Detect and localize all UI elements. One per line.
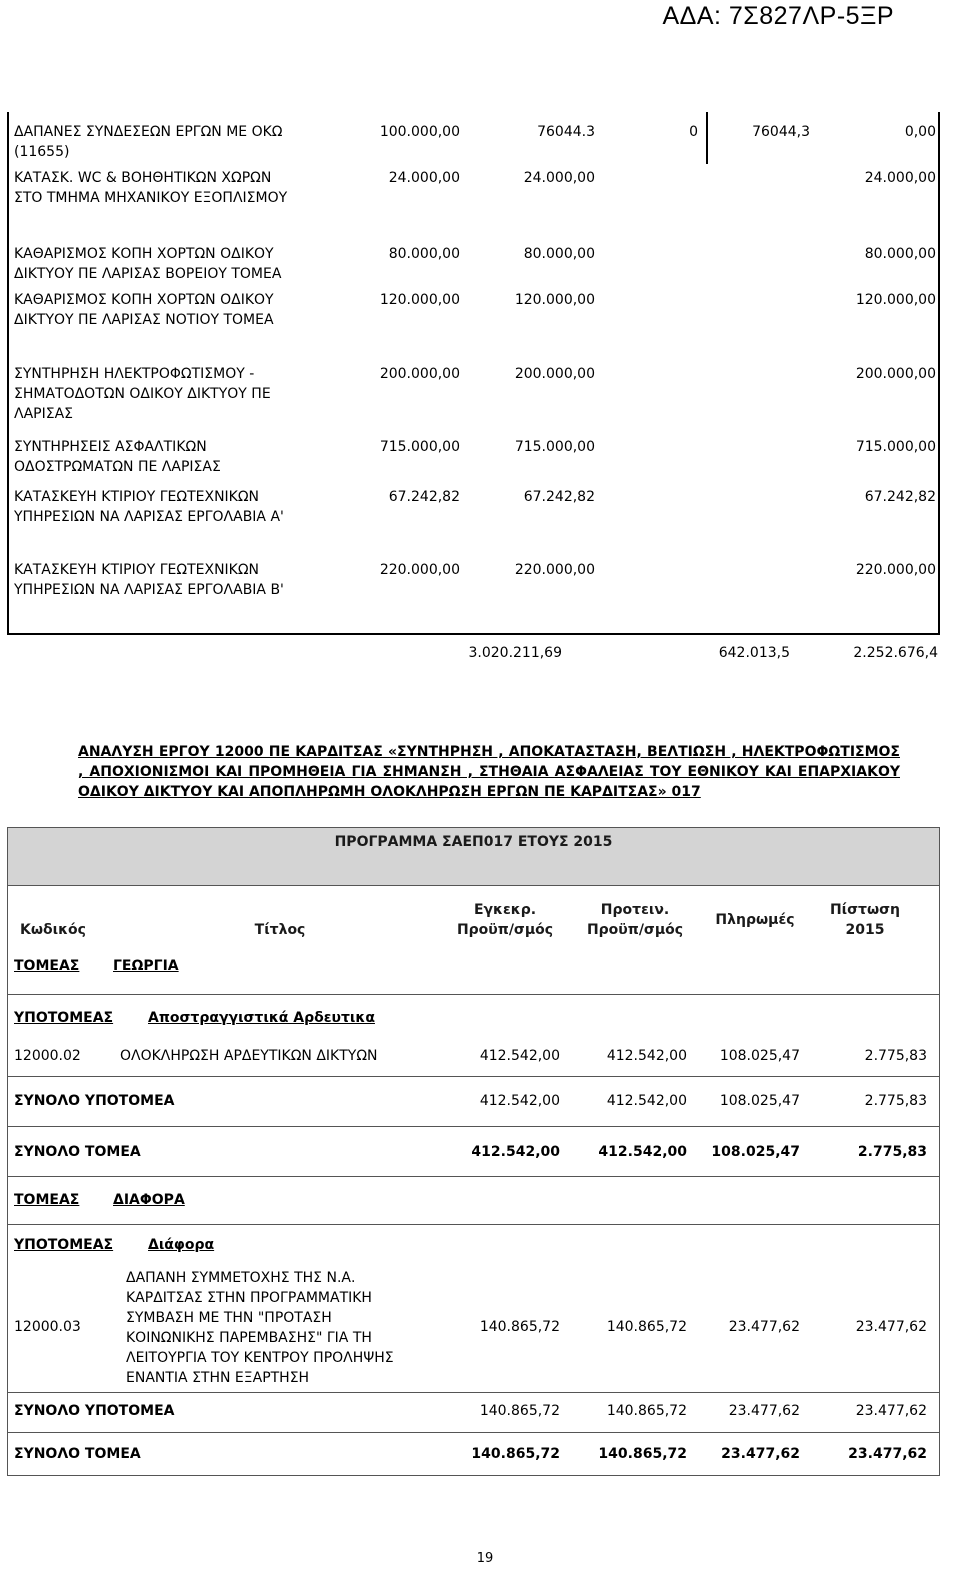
row-divider <box>7 1126 940 1127</box>
program-border-bottom <box>7 1475 940 1476</box>
row-value: 80.000,00 <box>864 246 936 262</box>
row-value: 80.000,00 <box>388 246 460 262</box>
item-payments: 108.025,47 <box>719 1048 800 1064</box>
header-credit-line1: Πίστωση <box>829 902 901 918</box>
row-title: ΚΑΘΑΡΙΣΜΟΣ ΚΟΠΗ ΧΟΡΤΩΝ ΟΔΙΚΟΥ ΔΙΚΤΥΟΥ ΠΕ ΛΑΡΙΣΑΣ ΝΟΤΙΟΥ ΤΟΜΕΑ <box>14 292 274 328</box>
row-divider <box>7 1176 940 1177</box>
subtotal-credit: 2.775,83 <box>864 1093 927 1109</box>
program-title: ΠΡΟΓΡΑΜΜΑ ΣΑΕΠ017 ΕΤΟΥΣ 2015 <box>334 834 613 850</box>
subtotal-proposed: 140.865,72 <box>606 1403 687 1419</box>
item-proposed: 412.542,00 <box>606 1048 687 1064</box>
total-proposed: 412.542,00 <box>598 1144 687 1160</box>
row-title: ΚΑΤΑΣΚΕΥΗ ΚΤΙΡΙΟΥ ΓΕΩΤΕΧΝΙΚΩΝ ΥΠΗΡΕΣΙΩΝ ΝΑ ΛΑΡΙΣΑΣ ΕΡΓΟΛΑΒΙΑ Β' <box>14 562 284 598</box>
sector-label: ΤΟΜΕΑΣ <box>14 958 80 974</box>
item-code: 12000.03 <box>14 1319 81 1335</box>
item-title-line: ΚΑΡΔΙΤΣΑΣ ΣΤΗΝ ΠΡΟΓΡΑΜΜΑΤΙΚΗ <box>126 1290 372 1306</box>
row-value: 715.000,00 <box>855 439 936 455</box>
subsector-label: ΥΠΟΤΟΜΕΑΣ <box>14 1010 114 1026</box>
subtotal-approved: 140.865,72 <box>479 1403 560 1419</box>
header-title: Τίτλος <box>254 922 306 938</box>
row-value: 220.000,00 <box>855 562 936 578</box>
header-proposed-line2: Προϋπ/σμός <box>586 922 684 938</box>
table-border-bottom <box>7 633 940 635</box>
row-value: 24.000,00 <box>864 170 936 186</box>
row-divider <box>7 1432 940 1433</box>
row-value: 67.242,82 <box>523 489 595 505</box>
sector-name: ΓΕΩΡΓΙΑ <box>113 958 179 974</box>
total-credit: 2.775,83 <box>857 1144 927 1160</box>
sector-name: ΔΙΑΦΟΡΑ <box>113 1192 185 1208</box>
item-approved: 412.542,00 <box>479 1048 560 1064</box>
header-proposed-line1: Προτειν. <box>600 902 670 918</box>
subtotal-label: ΣΥΝΟΛΟ ΥΠΟΤΟΜΕΑ <box>14 1093 175 1109</box>
total-payments: 108.025,47 <box>711 1144 800 1160</box>
row-value: 76044.3 <box>537 124 595 140</box>
item-credit: 2.775,83 <box>864 1048 927 1064</box>
row-divider <box>7 1076 940 1077</box>
total-payments: 23.477,62 <box>721 1446 800 1462</box>
row-value: 120.000,00 <box>379 292 460 308</box>
subsector-name: Αποστραγγιστικά Αρδευτικα <box>148 1010 375 1026</box>
subtotal-payments: 108.025,47 <box>719 1093 800 1109</box>
row-divider <box>7 1392 940 1393</box>
analysis-title: ΑΝΑΛΥΣΗ ΕΡΓΟΥ 12000 ΠΕ ΚΑΡΔΙΤΣΑΣ «ΣΥΝΤΗΡΗΣΗ , ΑΠΟΚΑΤΑΣΤΑΣΗ, ΒΕΛΤΙΩΣΗ , ΗΛΕΚΤΡΟΦΩΤΙΣΜΟΣ , ΑΠΟΧΙΟΝΙΣΜΟΙ ΚΑΙ ΠΡΟΜΗΘΕΙΑ ΓΙΑ ΣΗΜΑΝΣΗ , ΣΤΗΘΑΙΑ ΑΣΦΑΛΕΙΑΣ ΤΟΥ ΕΘΝΙΚΟΥ ΚΑΙ ΕΠΑΡΧΙΑΚΟΥ ΟΔΙΚΟΥ ΔΙΚΤΥΟΥ ΚΑΙ ΑΠΟΠΛΗΡΩΜΗ ΟΛΟΚΛΗΡΩΣΗ ΕΡΓΩΝ ΠΕ ΚΑΡΔΙΤΣΑΣ» 017 <box>78 744 900 800</box>
header-payments: Πληρωμές <box>715 912 795 928</box>
subsector-name: Διάφορα <box>148 1237 215 1253</box>
row-value: 200.000,00 <box>514 366 595 382</box>
item-title-line: ΔΑΠΑΝΗ ΣΥΜΜΕΤΟΧΗΣ ΤΗΣ Ν.Α. <box>126 1270 356 1286</box>
item-title <box>126 1268 426 1388</box>
row-title: ΚΑΤΑΣΚΕΥΗ ΚΤΙΡΙΟΥ ΓΕΩΤΕΧΝΙΚΩΝ ΥΠΗΡΕΣΙΩΝ ΝΑ ΛΑΡΙΣΑΣ ΕΡΓΟΛΑΒΙΑ Α' <box>14 489 284 525</box>
row-title: ΔΑΠΑΝΕΣ ΣΥΝΔΕΣΕΩΝ ΕΡΓΩΝ ΜΕ ΟΚΩ (11655) <box>14 124 283 160</box>
program-border-left <box>7 886 8 1476</box>
table-border-right <box>938 112 940 634</box>
row-value: 220.000,00 <box>514 562 595 578</box>
total-value: 2.252.676,4 <box>853 645 938 661</box>
row-value: 0,00 <box>904 124 936 140</box>
row-value: 200.000,00 <box>855 366 936 382</box>
row-value: 0 <box>689 124 698 140</box>
total-value: 642.013,5 <box>718 645 790 661</box>
total-label: ΣΥΝΟΛΟ ΤΟΜΕΑ <box>14 1446 141 1462</box>
sector-label: ΤΟΜΕΑΣ <box>14 1192 80 1208</box>
row-value: 120.000,00 <box>855 292 936 308</box>
item-code: 12000.02 <box>14 1048 81 1064</box>
row-value: 76044,3 <box>752 124 810 140</box>
item-payments: 23.477,62 <box>728 1319 800 1335</box>
row-value: 220.000,00 <box>379 562 460 578</box>
row-value: 24.000,00 <box>388 170 460 186</box>
header-approved-line1: Εγκεκρ. <box>473 902 537 918</box>
total-value: 3.020.211,69 <box>468 645 562 661</box>
row-title: ΚΑΤΑΣΚ. WC & ΒΟΗΘΗΤΙΚΩΝ ΧΩΡΩΝ ΣΤΟ ΤΜΗΜΑ ΜΗΧΑΝΙΚΟΥ ΕΞΟΠΛΙΣΜΟΥ <box>14 170 288 206</box>
row-value: 715.000,00 <box>379 439 460 455</box>
row-value: 67.242,82 <box>864 489 936 505</box>
item-title-line: ΛΕΙΤΟΥΡΓΙΑ ΤΟΥ ΚΕΝΤΡΟΥ ΠΡΟΛΗΨΗΣ <box>126 1350 394 1366</box>
row-divider <box>7 1224 940 1225</box>
row-value: 120.000,00 <box>514 292 595 308</box>
row-value: 24.000,00 <box>523 170 595 186</box>
row-value: 715.000,00 <box>514 439 595 455</box>
header-approved-line2: Προϋπ/σμός <box>456 922 554 938</box>
subtotal-credit: 23.477,62 <box>855 1403 927 1419</box>
row-value: 67.242,82 <box>388 489 460 505</box>
total-credit: 23.477,62 <box>848 1446 927 1462</box>
row-title: ΣΥΝΤΗΡΗΣΕΙΣ ΑΣΦΑΛΤΙΚΩΝ ΟΔΟΣΤΡΩΜΑΤΩΝ ΠΕ ΛΑΡΙΣΑΣ <box>14 439 221 475</box>
total-approved: 412.542,00 <box>471 1144 560 1160</box>
ada-code: ΑΔΑ: 7Σ827ΛΡ-5ΞΡ <box>662 2 894 30</box>
item-title-line: ΚΟΙΝΩΝΙΚΗΣ ΠΑΡΕΜΒΑΣΗΣ" ΓΙΑ ΤΗ <box>126 1330 372 1346</box>
item-credit: 23.477,62 <box>855 1319 927 1335</box>
subtotal-payments: 23.477,62 <box>728 1403 800 1419</box>
subtotal-approved: 412.542,00 <box>479 1093 560 1109</box>
subtotal-proposed: 412.542,00 <box>606 1093 687 1109</box>
row-divider <box>7 994 940 995</box>
subsector-label: ΥΠΟΤΟΜΕΑΣ <box>14 1237 114 1253</box>
total-proposed: 140.865,72 <box>598 1446 687 1462</box>
program-border-right <box>939 886 940 1476</box>
row-value: 200.000,00 <box>379 366 460 382</box>
item-approved: 140.865,72 <box>479 1319 560 1335</box>
page-number: 19 <box>476 1551 494 1566</box>
item-title-line: ΕΝΑΝΤΙΑ ΣΤΗΝ ΕΞΑΡΤΗΣΗ <box>126 1370 310 1386</box>
total-label: ΣΥΝΟΛΟ ΤΟΜΕΑ <box>14 1144 141 1160</box>
subtotal-label: ΣΥΝΟΛΟ ΥΠΟΤΟΜΕΑ <box>14 1403 175 1419</box>
row-value: 100.000,00 <box>379 124 460 140</box>
row-title: ΚΑΘΑΡΙΣΜΟΣ ΚΟΠΗ ΧΟΡΤΩΝ ΟΔΙΚΟΥ ΔΙΚΤΥΟΥ ΠΕ ΛΑΡΙΣΑΣ ΒΟΡΕΙΟΥ ΤΟΜΕΑ <box>14 246 282 282</box>
table-border-left <box>7 112 9 634</box>
row-value: 80.000,00 <box>523 246 595 262</box>
item-title-line: ΣΥΜΒΑΣΗ ΜΕ ΤΗΝ "ΠΡΟΤΑΣΗ <box>126 1310 332 1326</box>
total-approved: 140.865,72 <box>471 1446 560 1462</box>
item-title: ΟΛΟΚΛΗΡΩΣΗ ΑΡΔΕΥΤΙΚΩΝ ΔΙΚΤΥΩΝ <box>120 1048 378 1064</box>
item-proposed: 140.865,72 <box>606 1319 687 1335</box>
header-code: Κωδικός <box>20 922 86 938</box>
row-title: ΣΥΝΤΗΡΗΣΗ ΗΛΕΚΤΡΟΦΩΤΙΣΜΟΥ - ΣΗΜΑΤΟΔΟΤΩΝ ΟΔΙΚΟΥ ΔΙΚΤΥΟΥ ΠΕ ΛΑΡΙΣΑΣ <box>14 366 271 422</box>
header-credit-line2: 2015 <box>845 922 885 938</box>
